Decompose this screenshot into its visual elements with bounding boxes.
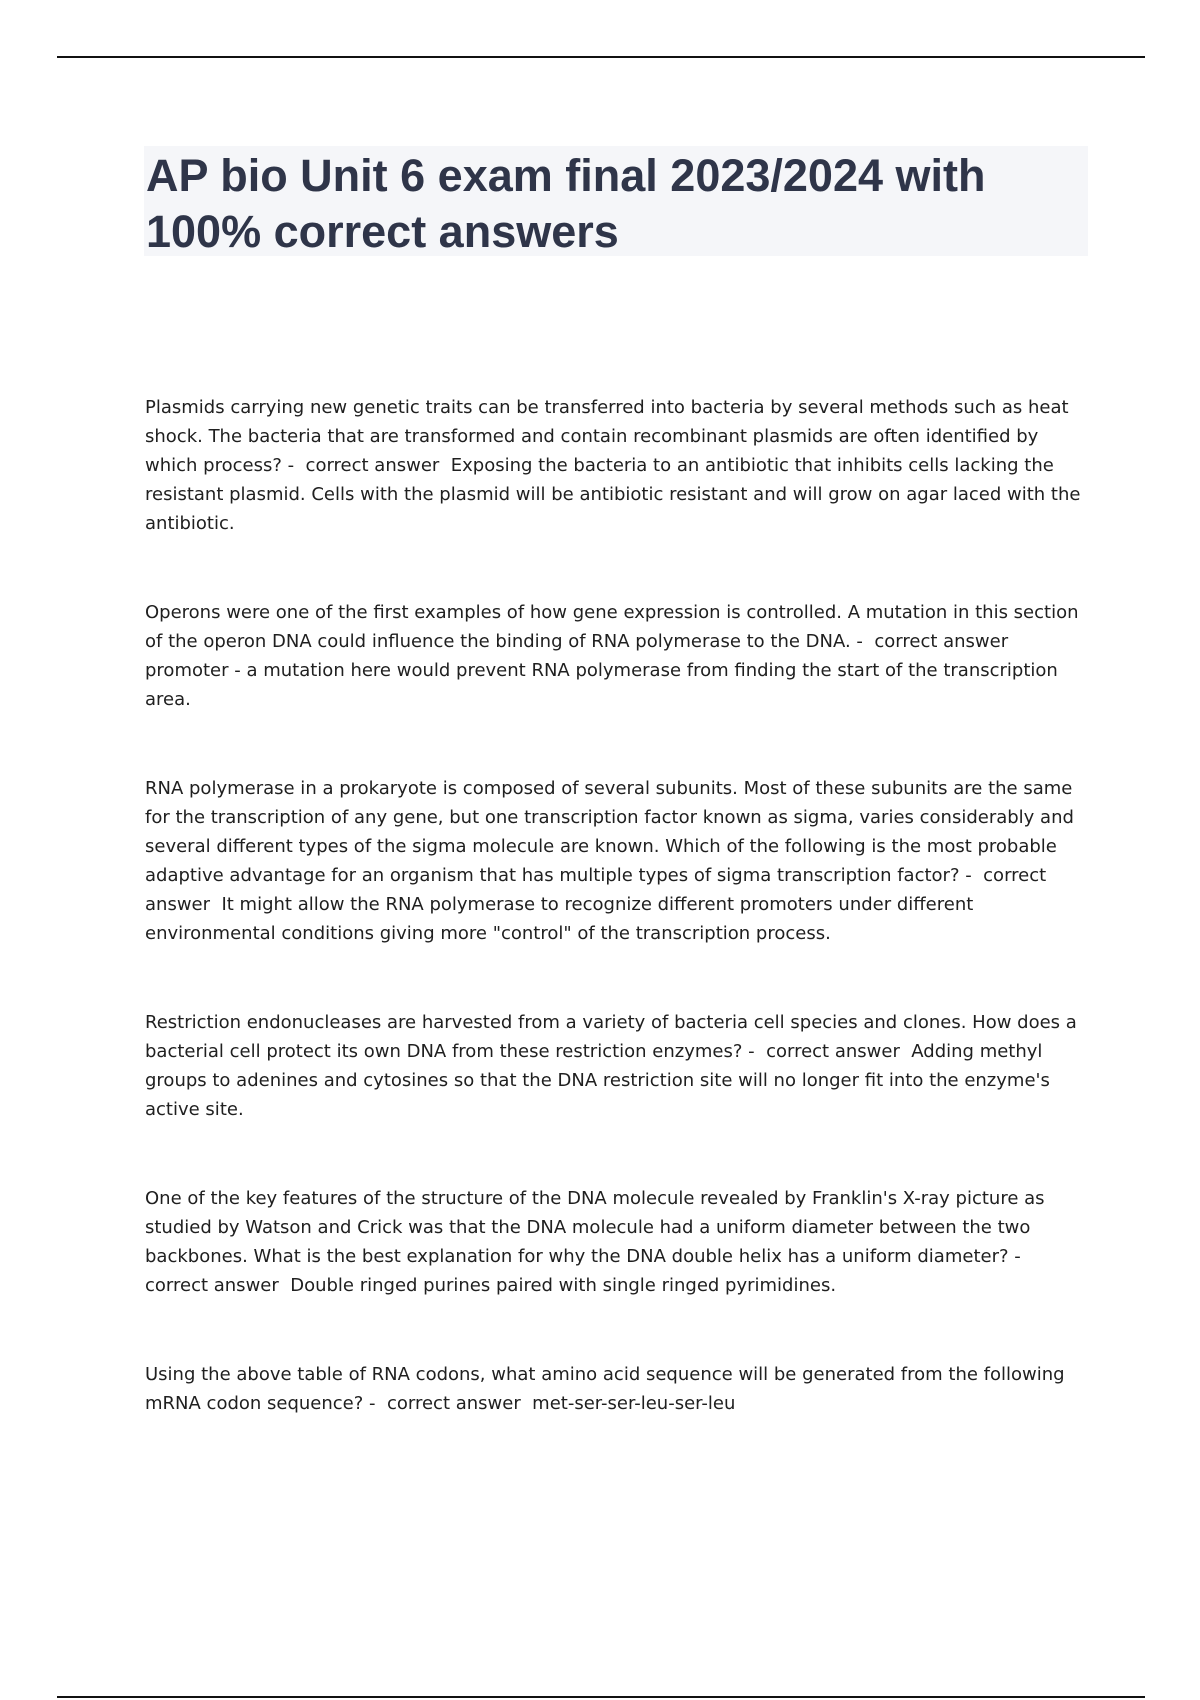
qa-item-3: RNA polymerase in a prokaryote is composed of several subunits. Most of these subunits are the same for the transcription of any gene, but one transcription factor known as sigma, varies considerably and several different types of the sigma molecule are known. Which of the following is the most probable adaptive advantage for an organism that has multiple types of sigma transcription factor? - correct answer It might allow the RNA polymerase to recognize different promoters under different environmental conditions giving more "control" of the transcription process. <box>145 778 1080 944</box>
qa-item-6: Using the above table of RNA codons, what amino acid sequence will be generated from the following mRNA codon sequence? - correct answer met-ser-ser-leu-ser-leu <box>145 1364 1071 1414</box>
qa-item-1: Plasmids carrying new genetic traits can be transferred into bacteria by several methods such as heat shock. The bacteria that are transformed and contain recombinant plasmids are often identified by which process? - correct answer Exposing the bacteria to an antibiotic that inhibits cells lacking the resistant plasmid. Cells with the plasmid will be antibiotic resistant and will grow on agar laced with the antibiotic. <box>145 397 1087 534</box>
qa-item-2: Operons were one of the first examples of how gene expression is controlled. A mutation in this section of the operon DNA could influence the binding of RNA polymerase to the DNA. - correct answer promoter - a mutation here would prevent RNA polymerase from finding the start of the transcription area. <box>145 602 1085 710</box>
qa-item-5: One of the key features of the structure of the DNA molecule revealed by Franklin's X-ray picture as studied by Watson and Crick was that the DNA molecule had a uniform diameter between the two backbones. What is the best explanation for why the DNA double helix has a uniform diameter? - correct answer Double ringed purines paired with single ringed pyrimidines. <box>145 1188 1051 1296</box>
qa-item-4: Restriction endonucleases are harvested from a variety of bacteria cell species and clones. How does a bacterial cell protect its own DNA from these restriction enzymes? - correct answer Adding methyl groups to adenines and cytosines so that the DNA restriction site will no longer fit into the enzyme's active site. <box>145 1012 1083 1120</box>
qa-list <box>145 393 1090 1478</box>
title-banner <box>144 146 1088 256</box>
document-title: AP bio Unit 6 exam final 2023/2024 with 100% correct answers <box>146 150 986 257</box>
bottom-rule <box>57 1696 1145 1698</box>
top-rule <box>57 56 1145 58</box>
